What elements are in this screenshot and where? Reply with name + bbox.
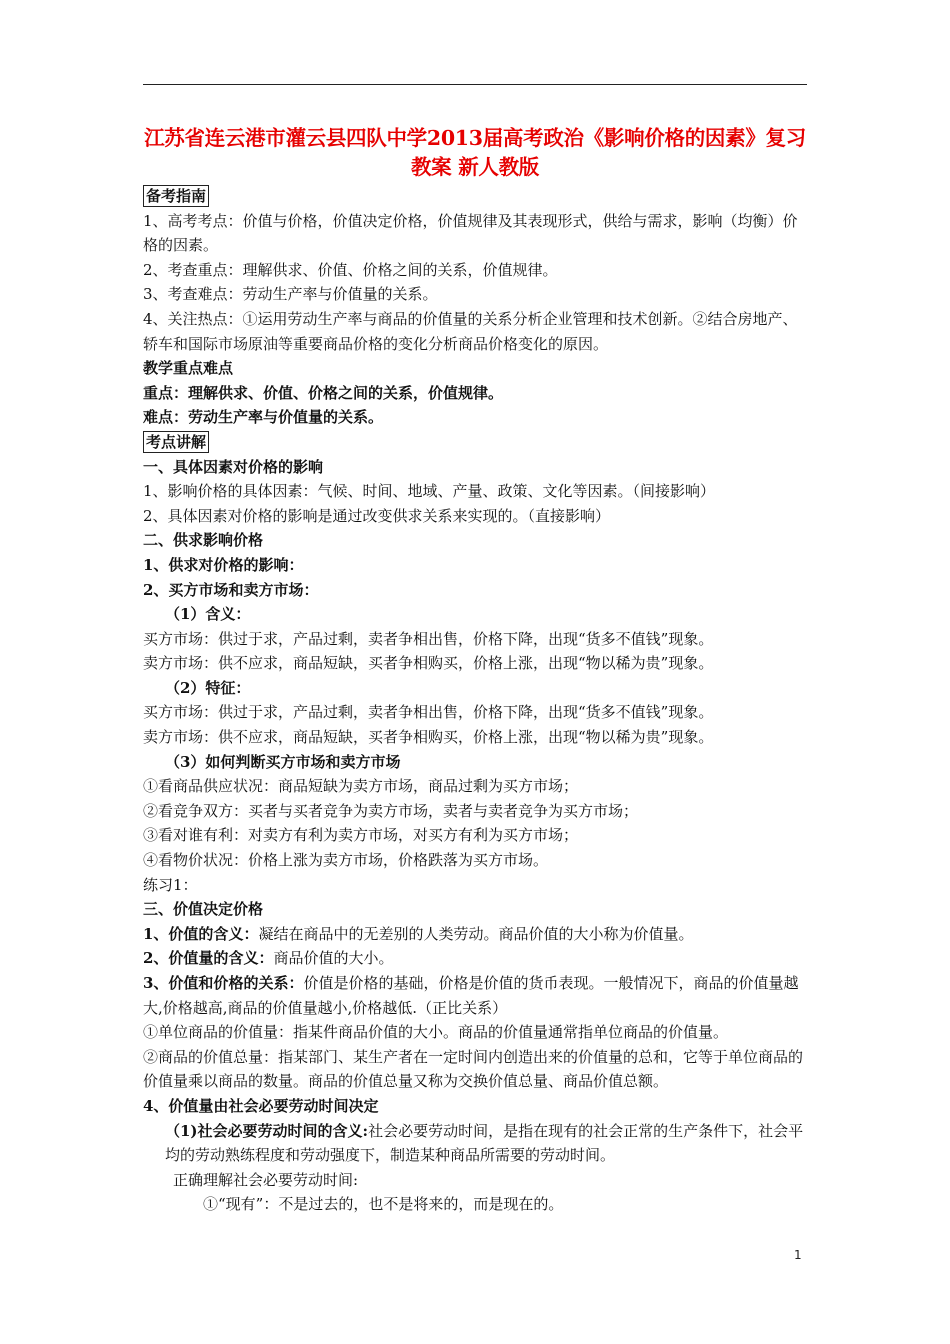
value-price-relation-text: 价值是价格的基础，价格是价值的货币表现。一般情况下，商品的价值量越大,价格越高,商品的价值量越小,价格越低.（正比关系） [143,974,799,1017]
practice-label: 练习1： [143,875,198,894]
labor-time-text: 社会必要劳动时间，是指在现有的社会正常的生产条件下，社会平均的劳动熟练程度和劳动强度下，制造某种商品所需要的劳动时间。 [165,1121,804,1165]
header-rule [143,84,807,85]
section-heading-focus: 教学重点难点 [143,359,234,378]
document-body [143,124,807,1217]
focus-difficult-point: 难点：劳动生产率与价值量的关系。 [143,408,384,427]
document-title: 江苏省连云港市灌云县四队中学2013届高考政治《影响价格的因素》复习教案 新人教版 [144,126,806,179]
judge-line-3: ③看对谁有利：对卖方有利为卖方市场，对买方有利为买方市场； [143,826,579,845]
meaning-heading: （1）含义： [165,605,251,624]
value-definition-text: 凝结在商品中的无差别的人类劳动。商品价值的大小称为价值量。 [258,924,694,943]
heading-labor-time: 4、价值量由社会必要劳动时间决定 [143,1096,379,1115]
value-quantity-definition [143,946,807,971]
unit-value-line: ①单位商品的价值量：指某件商品价值的大小。商品的价值量通常指单位商品的价值量。 [143,1023,729,1042]
factors-line-2: 2、具体因素对价格的影响是通过改变供求关系来实现的。（直接影响） [143,506,611,525]
focus-key-point: 重点：理解供求、价值、价格之间的关系，价值规律。 [143,383,504,402]
guide-line-4: 4、关注热点：①运用劳动生产率与商品的价值量的关系分析企业管理和技术创新。②结合房地产、轿车和国际市场原油等重要商品价格的变化分析商品价格变化的原因。 [143,309,798,353]
heading-supply-demand: 二、供求影响价格 [143,531,264,550]
labor-time-understanding: 正确理解社会必要劳动时间: [173,1170,359,1189]
judge-heading: （3）如何判断买方市场和卖方市场 [165,752,401,771]
value-definition [143,922,807,947]
heading-specific-factors: 一、具体因素对价格的影响 [143,457,324,476]
value-definition-label: 1、价值的含义： [143,924,259,943]
judge-line-4: ④看物价状况：价格上涨为卖方市场，价格跌落为买方市场。 [143,851,549,870]
buyer-market-meaning: 买方市场：供过于求，产品过剩，卖者争相出售，价格下降，出现“货多不值钱”现象。 [143,629,714,648]
value-price-relation-label: 3、价值和价格的关系： [143,974,304,992]
supply-demand-sub-1: 1、供求对价格的影响： [143,555,304,574]
seller-market-feature: 卖方市场：供不应求，商品短缺，买者争相购买，价格上涨，出现“物以稀为贵”现象。 [143,728,714,747]
value-price-relation [143,971,807,1020]
judge-line-1: ①看商品供应状况：商品短缺为卖方市场，商品过剩为买方市场； [143,777,579,796]
value-quantity-label: 2、价值量的含义： [143,949,274,968]
factors-line-1: 1、影响价格的具体因素：气候、时间、地域、产量、政策、文化等因素。（间接影响） [143,482,716,501]
features-heading: （2）特征： [165,678,251,697]
labor-time-point-1: ①“现有”：不是过去的，也不是将来的，而是现在的。 [203,1195,564,1214]
judge-line-2: ②看竞争双方：买者与买者竞争为卖方市场，卖者与卖者竞争为买方市场； [143,801,639,820]
total-value-line: ②商品的价值总量：指某部门、某生产者在一定时间内创造出来的价值量的总和，它等于单位商品的价值量乘以商品的数量。商品的价值总量又称为交换价值总量、商品价值总额。 [143,1047,804,1091]
guide-line-3: 3、考查难点：劳动生产率与价值量的关系。 [143,285,438,304]
section-heading-guide: 备考指南 [143,185,209,207]
labor-time-label: （1)社会必要劳动时间的含义: [165,1121,369,1140]
supply-demand-sub-2: 2、买方市场和卖方市场： [143,580,319,599]
page-number: 1 [794,1248,802,1262]
seller-market-meaning: 卖方市场：供不应求，商品短缺，买者争相购买，价格上涨，出现“物以稀为贵”现象。 [143,654,714,673]
guide-line-2: 2、考查重点：理解供求、价值、价格之间的关系，价值规律。 [143,260,558,279]
guide-line-1: 1、高考考点：价值与价格，价值决定价格，价值规律及其表现形式，供给与需求，影响（均衡）价格的因素。 [143,211,798,255]
section-heading-explanation: 考点讲解 [143,431,209,453]
buyer-market-feature: 买方市场：供过于求，产品过剩，卖者争相出售，价格下降，出现“货多不值钱”现象。 [143,703,714,722]
value-quantity-text: 商品价值的大小。 [273,949,394,968]
labor-time-definition [143,1119,807,1168]
heading-value-determines-price: 三、价值决定价格 [143,900,264,919]
